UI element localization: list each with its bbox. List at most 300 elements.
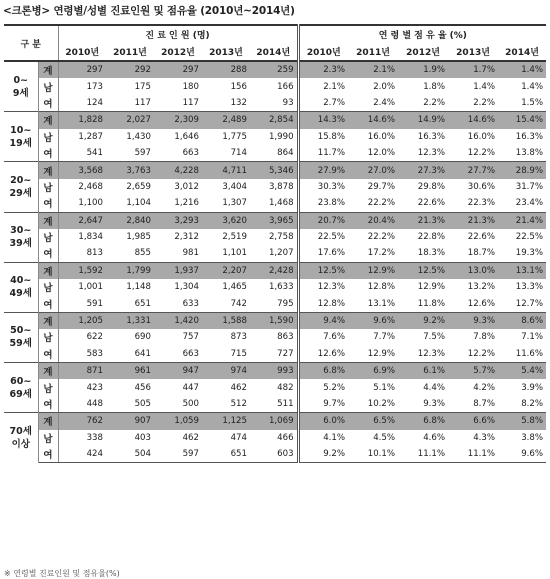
share-percent-cell: 21.4% <box>498 212 546 229</box>
patient-count-cell: 1,588 <box>202 312 250 329</box>
share-percent-cell: 14.3% <box>298 112 348 129</box>
share-percent-cell: 9.7% <box>298 396 348 413</box>
share-percent-cell: 5.1% <box>373 382 396 393</box>
share-percent-cell: 22.5% <box>515 232 544 243</box>
table-row <box>4 446 546 463</box>
patient-count-cell: 117 <box>106 95 154 112</box>
share-percent-cell: 6.1% <box>398 363 448 380</box>
patient-count-cell: 124 <box>58 95 106 112</box>
age-group <box>4 61 546 112</box>
share-year-header: 2013년 <box>448 43 498 61</box>
share-percent-cell: 10.2% <box>348 396 398 413</box>
patient-count-cell: 512 <box>202 396 250 413</box>
patient-count-cell: 1,101 <box>202 245 250 262</box>
patient-count-cell: 93 <box>250 95 298 112</box>
patient-count-cell: 813 <box>58 245 106 262</box>
sex-label: 계 <box>38 112 58 129</box>
patient-count-cell: 423 <box>86 382 103 393</box>
patient-count-cell: 1,590 <box>250 312 298 329</box>
age-group <box>4 363 546 413</box>
age-group <box>4 212 546 262</box>
patient-count-cell: 742 <box>202 295 250 312</box>
share-percent-cell: 12.0% <box>348 145 398 162</box>
share-percent-cell: 14.6% <box>448 112 498 129</box>
patient-count-cell: 633 <box>154 295 202 312</box>
patient-count-cell: 2,309 <box>154 112 202 129</box>
share-percent-cell: 12.9% <box>348 262 398 279</box>
share-percent-cell: 22.3% <box>448 195 498 212</box>
table-row <box>4 212 546 229</box>
share-percent-cell: 9.3% <box>398 396 448 413</box>
sex-label: 여 <box>38 195 58 212</box>
age-group <box>4 413 546 463</box>
table-row <box>4 179 546 195</box>
table-row <box>4 112 546 129</box>
share-percent-cell: 9.3% <box>448 312 498 329</box>
patient-count-cell: 466 <box>277 432 294 443</box>
sex-label: 여 <box>38 245 58 262</box>
share-percent-cell: 11.7% <box>298 145 348 162</box>
patient-count-cell: 795 <box>250 295 298 312</box>
patient-count-cell: 863 <box>277 332 294 343</box>
sex-label: 여 <box>38 95 58 112</box>
share-percent-cell: 27.9% <box>298 162 348 179</box>
sex-label: 여 <box>38 295 58 312</box>
share-percent-cell: 5.2% <box>298 379 348 395</box>
patient-count-cell: 961 <box>106 363 154 380</box>
patient-count-cell: 338 <box>86 432 103 443</box>
share-percent-cell: 6.5% <box>348 413 398 430</box>
patient-count-cell: 1,633 <box>268 282 294 293</box>
share-percent-cell: 30.6% <box>467 181 496 192</box>
patient-count-cell: 3,878 <box>268 181 294 192</box>
age-group <box>4 312 546 362</box>
patient-count-cell: 757 <box>182 332 199 343</box>
table-row <box>4 78 546 94</box>
sex-label: 계 <box>38 262 58 279</box>
patient-count-cell: 297 <box>154 61 202 78</box>
share-percent-cell: 20.4% <box>348 212 398 229</box>
share-percent-cell: 9.4% <box>298 312 348 329</box>
patient-count-cell: 166 <box>277 81 294 92</box>
age-group-label: 0~ 9세 <box>4 61 38 112</box>
share-percent-cell: 27.0% <box>348 162 398 179</box>
share-percent-cell: 4.6% <box>423 432 446 443</box>
patient-count-cell: 1,990 <box>268 131 294 142</box>
share-percent-cell: 7.6% <box>298 329 348 345</box>
patient-count-cell: 907 <box>106 413 154 430</box>
share-percent-cell: 12.6% <box>448 295 498 312</box>
patient-count-cell: 259 <box>250 61 298 78</box>
patient-count-cell: 462 <box>182 432 199 443</box>
table-row <box>4 229 546 245</box>
share-percent-cell: 23.8% <box>298 195 348 212</box>
patient-count-cell: 1,207 <box>250 245 298 262</box>
share-percent-cell: 27.3% <box>398 162 448 179</box>
sex-label: 계 <box>38 413 58 430</box>
share-percent-cell: 12.8% <box>367 282 396 293</box>
share-percent-cell: 7.1% <box>521 332 544 343</box>
patient-count-cell: 981 <box>154 245 202 262</box>
share-percent-cell: 12.3% <box>298 279 348 295</box>
share-percent-cell: 6.9% <box>348 363 398 380</box>
patient-count-cell: 651 <box>106 295 154 312</box>
patient-count-cell: 1,468 <box>250 195 298 212</box>
share-percent-cell: 17.6% <box>298 245 348 262</box>
patient-count-cell: 403 <box>134 432 151 443</box>
patient-count-cell: 2,840 <box>106 212 154 229</box>
share-percent-cell: 5.8% <box>498 413 546 430</box>
table-row <box>4 312 546 329</box>
share-percent-cell: 21.3% <box>398 212 448 229</box>
table-row <box>4 279 546 295</box>
share-percent-cell: 8.7% <box>448 396 498 413</box>
share-percent-cell: 16.0% <box>467 131 496 142</box>
share-percent-cell: 11.6% <box>498 346 546 363</box>
table-row <box>4 145 546 162</box>
patient-count-cell: 1,834 <box>78 232 103 243</box>
share-percent-cell: 30.3% <box>298 179 348 195</box>
table-row <box>4 245 546 262</box>
patient-count-cell: 1,331 <box>106 312 154 329</box>
patient-count-cell: 3,404 <box>222 181 247 192</box>
share-percent-cell: 14.6% <box>348 112 398 129</box>
patients-year-header: 2013년 <box>202 43 250 61</box>
table-row <box>4 162 546 179</box>
patient-count-cell: 2,854 <box>250 112 298 129</box>
patients-year-header: 2012년 <box>154 43 202 61</box>
table-row <box>4 195 546 212</box>
table-row <box>4 129 546 145</box>
patient-count-cell: 173 <box>86 81 103 92</box>
share-percent-cell: 12.3% <box>398 145 448 162</box>
share-percent-cell: 12.9% <box>417 282 446 293</box>
patient-count-cell: 1,059 <box>154 413 202 430</box>
share-percent-cell: 15.8% <box>298 129 348 145</box>
share-year-header: 2012년 <box>398 43 448 61</box>
patient-count-cell: 175 <box>134 81 151 92</box>
share-percent-cell: 11.1% <box>448 446 498 463</box>
share-percent-cell: 7.5% <box>423 332 446 343</box>
share-percent-cell: 9.6% <box>348 312 398 329</box>
share-percent-cell: 31.7% <box>515 181 544 192</box>
share-percent-cell: 27.7% <box>448 162 498 179</box>
patient-count-cell: 288 <box>202 61 250 78</box>
patient-count-cell: 597 <box>106 145 154 162</box>
patient-count-cell: 505 <box>106 396 154 413</box>
share-percent-cell: 2.7% <box>298 95 348 112</box>
patient-count-cell: 2,312 <box>174 232 199 243</box>
share-percent-cell: 19.3% <box>498 245 546 262</box>
patient-count-cell: 1,104 <box>106 195 154 212</box>
patient-count-cell: 482 <box>277 382 294 393</box>
share-percent-cell: 5.4% <box>498 363 546 380</box>
patient-count-cell: 762 <box>58 413 106 430</box>
patient-count-cell: 663 <box>154 346 202 363</box>
table-title: <크론병> 연령별/성별 진료인원 및 점유율 (2010년~2014년) <box>3 5 295 17</box>
patient-count-cell: 1,216 <box>154 195 202 212</box>
sex-label: 남 <box>38 129 58 145</box>
share-percent-cell: 18.3% <box>398 245 448 262</box>
share-percent-cell: 12.8% <box>298 295 348 312</box>
share-percent-cell: 22.8% <box>417 232 446 243</box>
share-percent-cell: 2.1% <box>298 78 348 94</box>
sex-label: 남 <box>38 329 58 345</box>
patient-count-cell: 663 <box>154 145 202 162</box>
share-percent-cell: 2.2% <box>448 95 498 112</box>
patient-count-cell: 1,646 <box>174 131 199 142</box>
sex-label: 여 <box>38 446 58 463</box>
sex-label: 계 <box>38 162 58 179</box>
share-percent-cell: 7.7% <box>373 332 396 343</box>
sex-label: 계 <box>38 363 58 380</box>
share-percent-cell: 20.7% <box>298 212 348 229</box>
sex-label: 계 <box>38 61 58 78</box>
age-group-label: 20~ 29세 <box>4 162 38 212</box>
patient-count-cell: 4,228 <box>154 162 202 179</box>
patient-count-cell: 1,148 <box>126 282 151 293</box>
share-percent-cell: 9.2% <box>298 446 348 463</box>
sex-label: 계 <box>38 312 58 329</box>
share-percent-cell: 2.1% <box>348 61 398 78</box>
age-group-label: 10~ 19세 <box>4 112 38 162</box>
patient-count-cell: 651 <box>202 446 250 463</box>
share-percent-cell: 1.4% <box>521 81 544 92</box>
age-group-label: 70세 이상 <box>4 413 38 463</box>
patient-count-cell: 2,659 <box>126 181 151 192</box>
patient-count-cell: 117 <box>154 95 202 112</box>
share-percent-cell: 16.0% <box>367 131 396 142</box>
sex-label: 남 <box>38 379 58 395</box>
patient-count-cell: 511 <box>250 396 298 413</box>
table-row <box>4 363 546 380</box>
patient-count-cell: 2,468 <box>78 181 103 192</box>
patient-count-cell: 2,027 <box>106 112 154 129</box>
share-percent-cell: 16.3% <box>417 131 446 142</box>
share-percent-cell: 13.1% <box>498 262 546 279</box>
sex-label: 여 <box>38 145 58 162</box>
sex-label: 여 <box>38 346 58 363</box>
patients-header: 진 료 인 원 (명) <box>58 25 298 43</box>
patient-count-cell: 180 <box>182 81 199 92</box>
share-percent-cell: 1.5% <box>498 95 546 112</box>
share-percent-cell: 11.1% <box>398 446 448 463</box>
share-percent-cell: 4.1% <box>298 430 348 446</box>
table-row <box>4 61 546 78</box>
patient-count-cell: 1,001 <box>78 282 103 293</box>
patient-count-cell: 2,489 <box>202 112 250 129</box>
share-percent-cell: 8.6% <box>498 312 546 329</box>
share-percent-cell: 6.8% <box>298 363 348 380</box>
patient-count-cell: 447 <box>182 382 199 393</box>
footnote: ※ 연령별 진료인원 및 점유율(%) <box>4 569 120 578</box>
share-header: 연 령 별 점 유 율 (%) <box>298 25 546 43</box>
patient-count-cell: 132 <box>202 95 250 112</box>
patient-count-cell: 864 <box>250 145 298 162</box>
patient-count-cell: 2,758 <box>268 232 294 243</box>
age-group-label: 60~ 69세 <box>4 363 38 413</box>
patient-count-cell: 1,799 <box>106 262 154 279</box>
age-group-label: 50~ 59세 <box>4 312 38 362</box>
patient-count-cell: 1,125 <box>202 413 250 430</box>
patient-count-cell: 2,207 <box>202 262 250 279</box>
patient-count-cell: 1,304 <box>174 282 199 293</box>
share-percent-cell: 12.5% <box>298 262 348 279</box>
sex-label: 계 <box>38 212 58 229</box>
share-percent-cell: 4.5% <box>373 432 396 443</box>
share-percent-cell: 8.2% <box>498 396 546 413</box>
share-percent-cell: 9.2% <box>398 312 448 329</box>
share-percent-cell: 21.3% <box>448 212 498 229</box>
age-group-label: 30~ 39세 <box>4 212 38 262</box>
patient-count-cell: 690 <box>134 332 151 343</box>
share-percent-cell: 29.8% <box>417 181 446 192</box>
patient-count-cell: 947 <box>154 363 202 380</box>
share-year-header: 2010년 <box>298 43 348 61</box>
patient-count-cell: 1,420 <box>154 312 202 329</box>
table-row <box>4 379 546 395</box>
patient-count-cell: 3,293 <box>154 212 202 229</box>
share-percent-cell: 28.9% <box>498 162 546 179</box>
patient-count-cell: 855 <box>106 245 154 262</box>
share-percent-cell: 14.9% <box>398 112 448 129</box>
share-percent-cell: 1.8% <box>423 81 446 92</box>
share-percent-cell: 9.6% <box>498 446 546 463</box>
patient-count-cell: 1,775 <box>222 131 247 142</box>
sex-label: 남 <box>38 430 58 446</box>
share-percent-cell: 6.0% <box>298 413 348 430</box>
table-row <box>4 95 546 112</box>
share-percent-cell: 22.6% <box>398 195 448 212</box>
patient-count-cell: 504 <box>106 446 154 463</box>
patient-count-cell: 622 <box>86 332 103 343</box>
share-percent-cell: 18.7% <box>448 245 498 262</box>
share-year-header: 2014년 <box>498 43 546 61</box>
table-row <box>4 396 546 413</box>
patient-count-cell: 1,069 <box>250 413 298 430</box>
table-row <box>4 346 546 363</box>
patient-count-cell: 1,828 <box>58 112 106 129</box>
patients-year-header: 2010년 <box>58 43 106 61</box>
patient-count-cell: 5,346 <box>250 162 298 179</box>
patient-count-cell: 3,763 <box>106 162 154 179</box>
table-row <box>4 262 546 279</box>
patient-count-cell: 4,711 <box>202 162 250 179</box>
share-percent-cell: 12.3% <box>398 346 448 363</box>
share-percent-cell: 1.7% <box>448 61 498 78</box>
share-percent-cell: 16.3% <box>515 131 544 142</box>
share-percent-cell: 23.4% <box>498 195 546 212</box>
patient-count-cell: 2,647 <box>58 212 106 229</box>
age-group <box>4 112 546 162</box>
patient-count-cell: 591 <box>58 295 106 312</box>
table-row <box>4 430 546 446</box>
patient-count-cell: 1,100 <box>58 195 106 212</box>
patient-count-cell: 597 <box>154 446 202 463</box>
patient-count-cell: 541 <box>58 145 106 162</box>
patient-count-cell: 727 <box>250 346 298 363</box>
share-year-header: 2011년 <box>348 43 398 61</box>
share-percent-cell: 15.4% <box>498 112 546 129</box>
share-percent-cell: 12.6% <box>298 346 348 363</box>
share-percent-cell: 12.2% <box>448 145 498 162</box>
patient-count-cell: 1,205 <box>58 312 106 329</box>
share-percent-cell: 13.2% <box>467 282 496 293</box>
share-percent-cell: 4.2% <box>473 382 496 393</box>
share-percent-cell: 12.7% <box>498 295 546 312</box>
patient-count-cell: 156 <box>230 81 247 92</box>
patient-count-cell: 3,568 <box>58 162 106 179</box>
patient-count-cell: 292 <box>106 61 154 78</box>
patients-year-header: 2014년 <box>250 43 298 61</box>
patient-count-cell: 1,465 <box>222 282 247 293</box>
patient-count-cell: 3,012 <box>174 181 199 192</box>
age-group-label: 40~ 49세 <box>4 262 38 312</box>
share-percent-cell: 2.4% <box>348 95 398 112</box>
group-header: 구 분 <box>4 25 58 61</box>
table-row <box>4 329 546 345</box>
share-percent-cell: 22.5% <box>298 229 348 245</box>
patient-count-cell: 1,937 <box>154 262 202 279</box>
age-group <box>4 162 546 212</box>
share-percent-cell: 13.0% <box>448 262 498 279</box>
patient-count-cell: 993 <box>250 363 298 380</box>
patient-count-cell: 873 <box>230 332 247 343</box>
patient-count-cell: 3,620 <box>202 212 250 229</box>
patient-count-cell: 1,985 <box>126 232 151 243</box>
patient-count-cell: 641 <box>106 346 154 363</box>
share-percent-cell: 5.7% <box>448 363 498 380</box>
patient-count-cell: 2,519 <box>222 232 247 243</box>
sex-label: 남 <box>38 78 58 94</box>
share-percent-cell: 13.8% <box>498 145 546 162</box>
share-percent-cell: 1.4% <box>498 61 546 78</box>
share-percent-cell: 3.9% <box>521 382 544 393</box>
share-percent-cell: 12.5% <box>398 262 448 279</box>
share-percent-cell: 29.7% <box>367 181 396 192</box>
sex-label: 남 <box>38 229 58 245</box>
patient-count-cell: 714 <box>202 145 250 162</box>
sex-label: 여 <box>38 396 58 413</box>
share-percent-cell: 12.2% <box>448 346 498 363</box>
patient-count-cell: 448 <box>58 396 106 413</box>
sex-label: 남 <box>38 179 58 195</box>
patient-count-cell: 424 <box>58 446 106 463</box>
share-percent-cell: 12.9% <box>348 346 398 363</box>
patient-count-cell: 297 <box>58 61 106 78</box>
share-percent-cell: 2.2% <box>398 95 448 112</box>
table-row <box>4 413 546 430</box>
table-row <box>4 295 546 312</box>
share-percent-cell: 6.8% <box>398 413 448 430</box>
patient-count-cell: 1,307 <box>202 195 250 212</box>
share-percent-cell: 1.9% <box>398 61 448 78</box>
share-percent-cell: 2.0% <box>373 81 396 92</box>
sex-label: 남 <box>38 279 58 295</box>
share-percent-cell: 22.6% <box>467 232 496 243</box>
patient-count-cell: 1,287 <box>78 131 103 142</box>
share-percent-cell: 1.4% <box>473 81 496 92</box>
patient-count-cell: 974 <box>202 363 250 380</box>
share-percent-cell: 2.3% <box>298 61 348 78</box>
share-percent-cell: 3.8% <box>521 432 544 443</box>
patient-count-cell: 603 <box>250 446 298 463</box>
share-percent-cell: 6.6% <box>448 413 498 430</box>
patient-count-cell: 1,430 <box>126 131 151 142</box>
share-percent-cell: 22.2% <box>348 195 398 212</box>
patient-count-cell: 462 <box>230 382 247 393</box>
patient-count-cell: 3,965 <box>250 212 298 229</box>
